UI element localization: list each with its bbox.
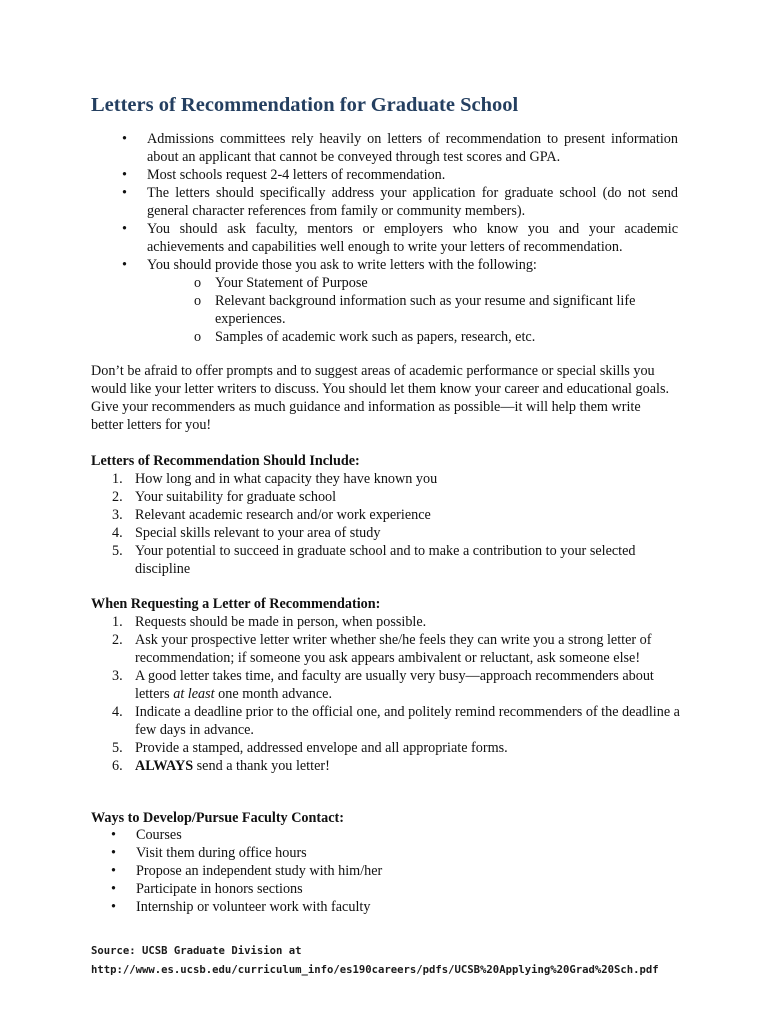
- list-item-text: Indicate a deadline prior to the official one, and politely remind recommenders of the deadline a few days in advance.: [135, 704, 680, 738]
- list-item: [91, 470, 681, 488]
- list-item: [91, 757, 681, 775]
- list-number: 6.: [112, 758, 123, 774]
- intro-bullet-list: [122, 130, 678, 346]
- list-number: 2.: [112, 632, 123, 648]
- section-heading-requesting: When Requesting a Letter of Recommendation:: [91, 596, 381, 612]
- list-item: [91, 613, 681, 631]
- list-item: [91, 739, 681, 757]
- list-item-with-sublist: [122, 256, 678, 346]
- section-heading-contact: Ways to Develop/Pursue Faculty Contact:: [91, 810, 344, 826]
- list-item-text: Ask your prospective letter writer whether she/he feels they can write you a strong letter of recommendation; if someone you ask appears ambivalent or reluctant, ask someone else!: [135, 632, 652, 666]
- list-item: • Admissions committees rely heavily on letters of recommendation to present information about an applicant that cannot be conveyed through test scores and GPA.: [122, 130, 678, 166]
- section-heading-include: Letters of Recommendation Should Include:: [91, 453, 360, 469]
- source-label: Source: UCSB Graduate Division at: [91, 945, 302, 957]
- list-item: • You should ask faculty, mentors or employers who know you and your academic achievements and capabilities well enough to write your letters of recommendation.: [122, 220, 678, 256]
- list-item: • Propose an independent study with him/her: [111, 862, 382, 880]
- list-number: 5.: [112, 543, 123, 559]
- page-title: Letters of Recommendation for Graduate School: [91, 94, 519, 116]
- list-item-text: Special skills relevant to your area of study: [135, 525, 381, 541]
- list-number: 4.: [112, 704, 123, 720]
- list-item-text-end: one month advance.: [214, 686, 333, 702]
- requesting-list: [91, 613, 681, 775]
- guidance-paragraph: Don’t be afraid to offer prompts and to suggest areas of academic performance or special skills you would like your letter writers to discuss. You should let them know your career and educational goals. Give your recommenders as much guidance and information as possible—it will help them write better letters for you!: [91, 363, 670, 433]
- list-number: 1.: [112, 614, 123, 630]
- list-number: 1.: [112, 471, 123, 487]
- include-list: [91, 470, 681, 578]
- list-item: • Internship or volunteer work with faculty: [111, 898, 382, 916]
- emphasis-text: at least: [173, 686, 215, 702]
- list-item-text: Provide a stamped, addressed envelope and all appropriate forms.: [135, 740, 508, 756]
- list-item-text: Your suitability for graduate school: [135, 489, 337, 505]
- list-item-text: How long and in what capacity they have known you: [135, 471, 438, 487]
- list-number: 3.: [112, 507, 123, 523]
- list-item: [91, 524, 681, 542]
- list-number: 2.: [112, 489, 123, 505]
- list-item-text: You should provide those you ask to write letters with the following:: [147, 257, 537, 273]
- list-item: • Most schools request 2-4 letters of recommendation.: [122, 166, 678, 184]
- list-item: • Visit them during office hours: [111, 844, 382, 862]
- list-item: [91, 542, 681, 578]
- list-item-text-end: send a thank you letter!: [193, 758, 330, 774]
- list-item: [91, 506, 681, 524]
- source-citation: [91, 942, 751, 980]
- list-item: [91, 667, 681, 703]
- source-url: http://www.es.ucsb.edu/curriculum_info/es190careers/pdfs/UCSB%20Applying%20Grad%20Sch.pdf: [91, 964, 659, 976]
- list-item-text: Requests should be made in person, when possible.: [135, 614, 427, 630]
- list-item: [91, 631, 681, 667]
- list-item-text: Relevant academic research and/or work experience: [135, 507, 431, 523]
- contact-list: [111, 826, 382, 916]
- list-number: 4.: [112, 525, 123, 541]
- sub-list-item: o Your Statement of Purpose: [194, 274, 678, 292]
- list-number: 5.: [112, 740, 123, 756]
- list-item-text-start: A good letter takes time, and faculty are usually very busy—approach recommenders about letters: [135, 668, 654, 702]
- list-item: • Participate in honors sections: [111, 880, 382, 898]
- list-item: [91, 703, 681, 739]
- sub-bullet-list: [147, 274, 678, 346]
- sub-list-item: o Samples of academic work such as papers, research, etc.: [194, 328, 678, 346]
- list-item: • The letters should specifically address your application for graduate school (do not send general character references from family or community members).: [122, 184, 678, 220]
- sub-list-item: o Relevant background information such as your resume and significant life experiences.: [194, 292, 678, 328]
- bold-text: ALWAYS: [135, 758, 194, 774]
- list-item-text: Your potential to succeed in graduate school and to make a contribution to your selected discipline: [135, 543, 636, 577]
- list-number: 3.: [112, 668, 123, 684]
- list-item: [91, 488, 681, 506]
- list-item: • Courses: [111, 826, 382, 844]
